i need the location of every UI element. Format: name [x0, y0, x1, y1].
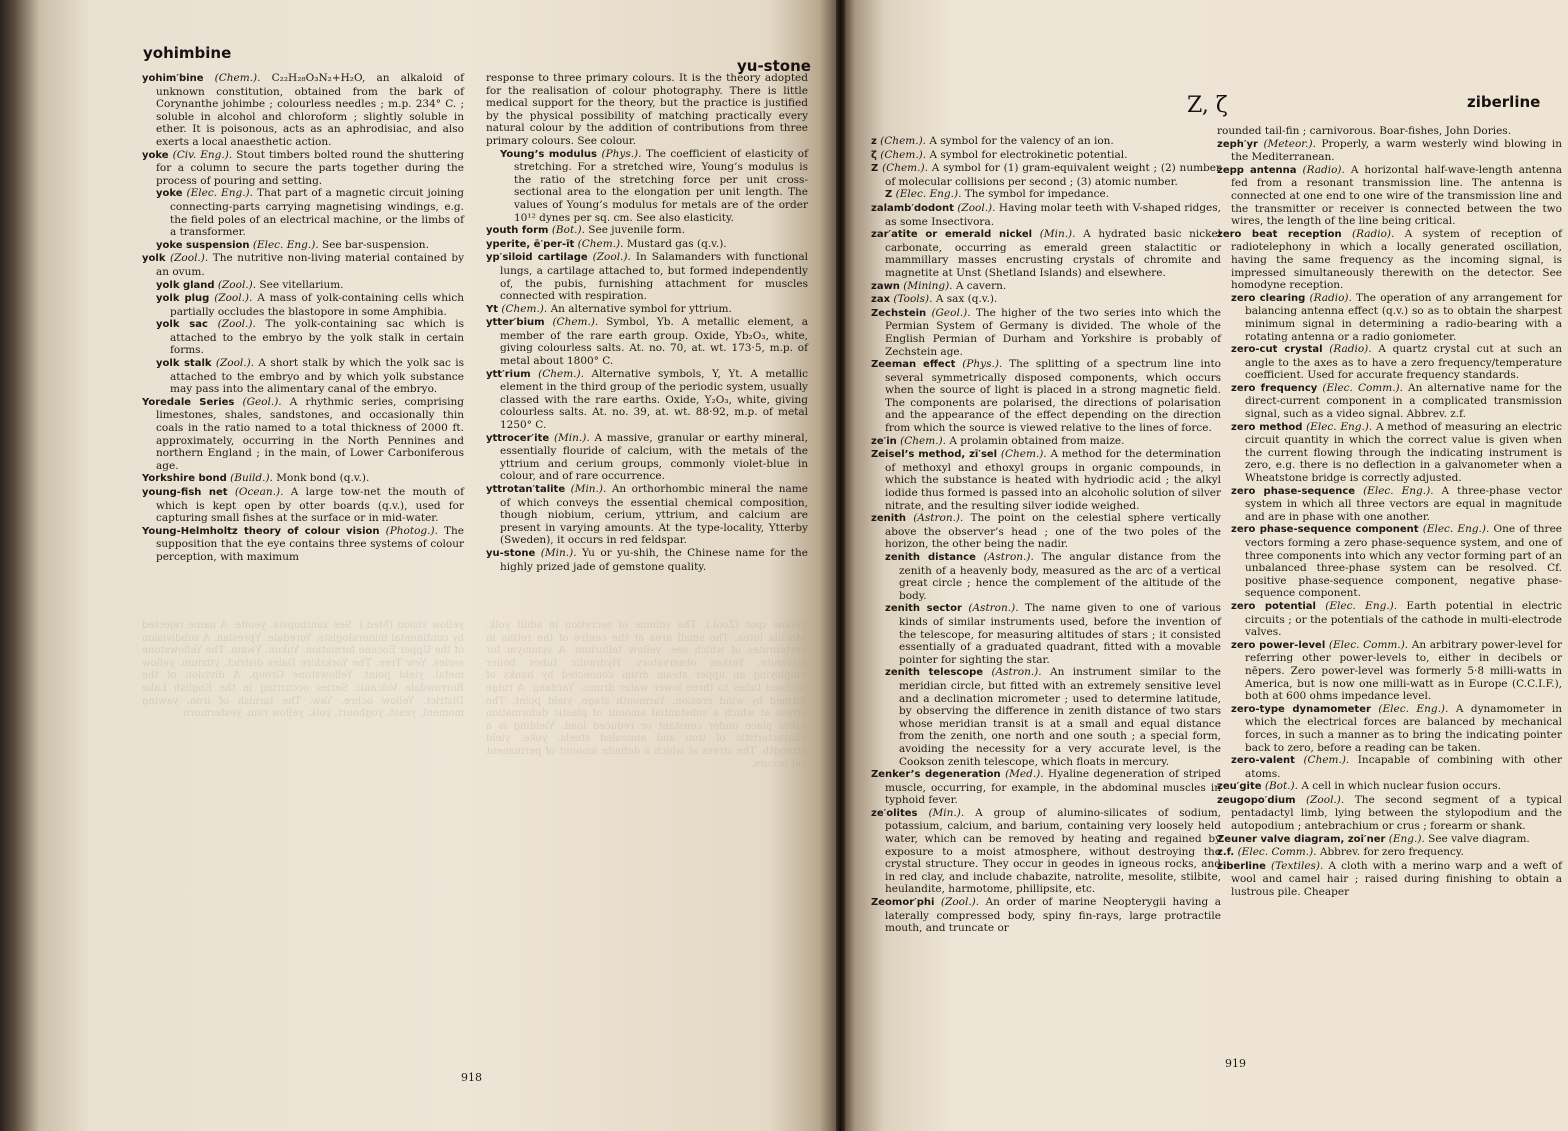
entry-headword: Young-Helmholtz theory of colour vision — [142, 525, 380, 537]
entry-definition: A mass of yolk-containing cells which partially occludes the blastopore in some Amphibia. — [170, 292, 464, 318]
dictionary-entry — [871, 135, 1221, 149]
entry-definition: A short stalk by which the yolk sac is attached to the embryo and by which yolk substance may pass into the alimentary canal of the embryo. — [170, 357, 464, 396]
entry-headword: yu-stone — [486, 547, 536, 559]
entry-subject-label: (Zool.). — [940, 896, 980, 909]
entry-subject-label: (Geol.). — [931, 306, 971, 319]
entry-subject-label: (Eng.). — [1388, 832, 1425, 845]
entry-subject-label: (Civ. Eng.). — [172, 148, 233, 161]
entry-headword: Zenker’s degeneration — [871, 769, 1001, 781]
entry-subject-label: (Min.). — [540, 546, 577, 559]
entry-definition: A large tow-net the mouth of which is kept open by otter boards (q.v.), used for capturing small fishes at the surface or in mid-water. — [156, 486, 464, 525]
entry-headword: Yt — [486, 303, 499, 315]
dictionary-entry — [1217, 164, 1562, 228]
entry-definition: A group of alumino-silicates of sodium, potassium, calcium, and barium, containing very loosely held water, which can be removed by heating and regained by exposure to a moist atmosphere, without destroying the crystal structure. They occur in geodes in igneous rocks, and in red clay, and include chabazite, natrolite, mesolite, stilbite, heulandite, harmotome, phillipsite, etc. — [885, 806, 1221, 896]
entry-subject-label: (Zool.). — [217, 318, 256, 331]
entry-subject-label: (Chem.). — [501, 302, 548, 315]
left-page-column-1 — [142, 72, 464, 564]
entry-headword: zero method — [1231, 421, 1303, 433]
dictionary-entry — [142, 357, 464, 396]
page-number-left: 918 — [461, 1071, 482, 1084]
dictionary-entry — [1217, 703, 1562, 754]
entry-headword: Zeomor′phi — [871, 897, 935, 909]
entry-headword: Yoredale Series — [142, 396, 235, 408]
entry-headword: Young’s modulus — [500, 148, 598, 160]
left-page-column-2 — [486, 72, 808, 573]
dictionary-entry — [1217, 421, 1562, 485]
entry-headword: yoke suspension — [156, 239, 250, 251]
dictionary-entry — [871, 551, 1221, 602]
entry-headword: zero power-level — [1231, 639, 1326, 651]
entry-headword: zepp antenna — [1217, 164, 1297, 176]
dictionary-entry — [1217, 794, 1562, 833]
entry-subject-label: (Tools). — [893, 293, 933, 306]
entry-subject-label: (Chem.). — [538, 367, 584, 380]
entry-headword: Zechstein — [871, 307, 927, 319]
entry-subject-label: (Mining). — [903, 279, 953, 292]
entry-headword: zero-type dynamometer — [1231, 703, 1371, 715]
dictionary-entry — [142, 239, 464, 253]
entry-definition: The splitting of a spectrum line into several symmetrically disposed components, which occurs when the source of light is placed in a strong magnetic field. The components are polarised, the directions of polarisation and the appearance of the effect depending on the direction from which the source is viewed relative to the lines of force. — [885, 358, 1221, 435]
entry-subject-label: (Zool.). — [592, 251, 631, 264]
dictionary-entry — [1217, 485, 1562, 524]
entry-definition: A cloth with a merino warp and a weft of wool and camel hair ; raised during finishing to obtain a lustrous pile. Cheaper — [1231, 859, 1562, 899]
dictionary-entry — [871, 228, 1221, 279]
entry-definition: A method of measuring an electric circuit quantity in which the correct value is given when the current flowing through the indicating instrument is zero, e.g. there is no deflection in a galvanometer when a Wheatstone bridge is correctly adjusted. — [1245, 420, 1563, 485]
entry-subject-label: (Zool.). — [1306, 793, 1345, 806]
dictionary-entry — [871, 512, 1221, 551]
entry-definition: A quartz crystal cut at such an angle to the axes as to have a zero frequency/temperature coefficient. Used for accurate frequency standards. — [1245, 343, 1563, 382]
entry-definition: A horizontal half-wave-length antenna fed from a resonant transmission line. The antenna is connected at one end to one wire of the transmission line and the transmitter or receiver is connected between the two wires, the length of the line being critical. — [1231, 163, 1562, 228]
entry-headword: Zeisel’s method, zī′sel — [871, 449, 998, 461]
entry-definition: response to three primary colours. It is the theory adopted for the realisation of colour photography. There is little medical support for the theory, but the practice is justified by the physical possibility of matching practically every natural colour by the addition of contributions from three primary colours. See colour. — [486, 72, 808, 147]
entry-subject-label: (Elec. Eng.). — [186, 187, 253, 200]
dictionary-entry — [486, 316, 808, 367]
entry-subject-label: (Elec. Eng.). — [1306, 420, 1373, 433]
dictionary-entry — [871, 896, 1221, 935]
entry-headword: zax — [871, 294, 891, 306]
entry-definition: See bar-suspension. — [322, 238, 429, 251]
dictionary-entry — [871, 807, 1221, 896]
entry-definition: The second segment of a typical pentadactyl limb, lying between the stylopodium and the autopodium ; antebrachium or crus ; forearm or shank. — [1231, 793, 1562, 833]
dictionary-entry — [486, 148, 808, 225]
dictionary-entry — [871, 768, 1221, 807]
entry-subject-label: (Chem.). — [880, 135, 927, 147]
entry-subject-label: (Build.). — [230, 472, 273, 485]
entry-subject-label: (Photog.). — [385, 524, 438, 537]
entry-subject-label: (Chem.). — [577, 237, 624, 250]
entry-headword: yolk sac — [156, 319, 208, 331]
entry-headword: ziberline — [1217, 860, 1266, 872]
entry-definition: That part of a magnetic circuit joining connecting-parts carrying magnetising windings, e.g. the field poles of an electrical machine, or the limbs of a transformer. — [170, 187, 465, 239]
entry-subject-label: (Radio). — [1309, 291, 1352, 304]
dictionary-entry — [142, 279, 464, 293]
entry-subject-label: (Radio). — [1302, 163, 1345, 176]
entry-subject-label: (Astron.). — [913, 512, 964, 525]
entry-headword: zero-valent — [1231, 755, 1295, 767]
entry-definition: A system of reception of radiotelephony in which a locally generated oscillation, having the same frequency as the incoming signal, is impressed simultaneously therewith on the detector. See homodyne reception. — [1231, 227, 1562, 292]
dictionary-entry — [1217, 138, 1562, 164]
running-head-right: ziberline — [1467, 93, 1541, 111]
entry-headword: Zeeman effect — [871, 359, 956, 371]
entry-definition: See vitellarium. — [259, 278, 344, 291]
dictionary-entry — [142, 252, 464, 278]
entry-headword: zenith distance — [885, 552, 976, 563]
entry-definition: The point on the celestial sphere vertically above the observer’s head ; one of the two poles of the horizon, the other being the nadir. — [885, 512, 1221, 551]
dictionary-entry — [871, 435, 1221, 449]
entry-subject-label: (Elec. Eng.). — [1378, 702, 1449, 715]
entry-headword: yttrotan′talite — [486, 484, 566, 495]
dictionary-entry — [1217, 754, 1562, 780]
entry-definition: Alternative symbols, Y, Yt. A metallic element in the third group of the periodic system, usually classed with the rare earths. Oxide, Y₂O₃, white, giving colourless salts. At. no. 39, at. wt. 88·92, m.p. of metal 1250° C. — [500, 367, 808, 432]
running-head-left: yohimbine — [143, 44, 232, 62]
entry-definition: The operation of any arrangement for balancing antenna effect (q.v.) so as to obtain the sharpest minimum signal in determining a radio-bearing with a rotating antenna or a radio goniometer. — [1245, 291, 1562, 343]
entry-definition: An alternative symbol for yttrium. — [550, 302, 732, 315]
right-page — [845, 0, 1568, 1131]
dictionary-entry — [486, 303, 808, 317]
entry-subject-label: (Bot.). — [1264, 780, 1298, 793]
dictionary-entry — [1217, 523, 1562, 600]
dictionary-entry — [871, 293, 1221, 307]
entry-subject-label: (Zool.). — [217, 278, 257, 291]
dictionary-entry — [871, 666, 1221, 768]
entry-definition: Abbrev. for zero frequency. — [1319, 846, 1464, 859]
entry-headword: yp′siloid cartilage — [486, 252, 588, 264]
entry-headword: z — [871, 136, 877, 147]
entry-subject-label: (Elec. Eng.). — [895, 188, 962, 201]
dictionary-entry — [486, 224, 808, 238]
entry-definition: A massive, granular or earthy mineral, essentially flouride of calcium, with the metals of the yttrium and cerium groups, commonly violet-blue in colour, and of rare occurrence. — [500, 431, 809, 483]
entry-definition: A cavern. — [955, 279, 1007, 292]
entry-definition: The symbol for impedance. — [964, 188, 1110, 201]
entry-subject-label: (Min.). — [570, 483, 607, 495]
entry-headword: zero-cut crystal — [1231, 344, 1323, 356]
entry-subject-label: (Elec. Eng.). — [1325, 599, 1398, 612]
right-page-column-1 — [871, 135, 1221, 935]
dictionary-entry — [486, 238, 808, 252]
entry-headword: zero frequency — [1231, 382, 1318, 394]
entry-definition: A three-phase vector system in which all three vectors are equal in magnitude and are in phase with one another. — [1245, 484, 1563, 523]
entry-definition: A dynamometer in which the electrical forces are balanced by mechanical forces, in such a manner as to bring the indicating pointer back to zero, before a reading can be taken. — [1245, 702, 1563, 754]
entry-subject-label: (Astron.). — [968, 602, 1019, 615]
entry-definition: An arbitrary power-level for referring other power-levels to, either in decibels or nēpers. Zero power-level was formerly 5·8 milli-watts in America, but is now one milli-watt as in Europe (C.C.I.F.), both at 600 ohms impedance level. — [1245, 638, 1562, 703]
entry-definition: An orthorhombic mineral the name of which conveys the essential chemical composition, though niobium, cerium, yttrium, and calcium are present in varying amounts. At the type-locality, Ytterby (Sweden), it occurs in red feldspar. — [500, 483, 808, 547]
entry-headword: zalamb′dodont — [871, 202, 954, 214]
entry-definition: A symbol for (1) gram-equivalent weight ; (2) number of molecular collisions per second ; (3) atomic number. — [885, 162, 1221, 188]
entry-definition: An instrument similar to the meridian circle, but fitted with an extremely sensitive level and a declination micrometer ; used to determine latitude, by observing the difference in zenith distance of two stars whose meridian transit is at a small and equal distance from the zenith, one north and one south ; a special form, avoiding the necessity for a very accurate level, is the Cookson zenith telescope, which floats in mercury. — [899, 666, 1221, 768]
entry-headword: Z — [871, 163, 879, 175]
entry-headword: Yorkshire bond — [142, 473, 227, 485]
entry-subject-label: (Chem.). — [1000, 448, 1047, 461]
entry-definition: The angular distance from the zenith of a heavenly body, measured as the arc of a vertical great circle ; hence the complement of the altitude of the body. — [899, 551, 1221, 602]
dictionary-entry — [486, 432, 808, 483]
dictionary-entry — [1217, 382, 1562, 421]
entry-headword: ze′olites — [871, 807, 918, 819]
entry-definition: Earth potential in electric circuits ; or the potentials of the cathode in multi-electrode valves. — [1245, 599, 1563, 639]
entry-definition: One of three vectors forming a zero phase-sequence system, and one of three components into which any vector forming part of an unbalanced three-phase system can be resolved. Cf. positive phase-sequence component, negative phase-sequence component. — [1245, 523, 1563, 600]
book-gutter — [836, 0, 845, 1131]
entry-headword: yolk stalk — [156, 358, 212, 370]
show-through-text-2: yellow vision (Med.). See xanthopsia. yeoite. A name rejected by continental mineralogists. Yoredale. Ypresian. A subdivision of the Upper Eocene formation. Yukon. Ywain. The Yellowstone series. Yew Tree. The Yorkshire Dales district. yttrium. yellow metal. yield point. Yellowstone Group. A division of the Borrowdale Volcanic Series occurring in the English Lake District. Yellow ochre. Yaw. The tarnish of iron. yawing moment. yeast. yoghourt. yolk. yellow rain. yestermorn. — [142, 620, 464, 720]
entry-subject-label: (Elec. Eng.). — [252, 238, 319, 251]
entry-headword: yttrocer′ite — [486, 432, 550, 444]
entry-subject-label: (Zool.). — [215, 357, 255, 370]
dictionary-entry — [142, 72, 464, 149]
entry-definition: Yu or yu-shih, the Chinese name for the highly prized jade of gemstone quality. — [500, 546, 808, 573]
entry-subject-label: (Elec. Comm.). — [1328, 638, 1409, 651]
entry-subject-label: (Med.). — [1005, 768, 1044, 781]
dictionary-entry — [1217, 639, 1562, 703]
entry-headword: ζ — [871, 149, 877, 161]
entry-definition: rounded tail-fin ; carnivorous. Boar-fishes, John Dories. — [1217, 125, 1512, 137]
entry-headword: yolk — [142, 253, 166, 265]
entry-definition: An alternative name for the direct-current component in a complicated transmission signal, such as a video signal. Abbrev. z.f. — [1245, 381, 1562, 421]
dictionary-entry — [1217, 860, 1562, 899]
entry-subject-label: (Min.). — [928, 806, 965, 819]
entry-definition: The name given to one of various kinds of similar instruments used, before the invention of the telescope, for measuring altitudes of stars ; it consisted essentially of a graduated quadrant, fitted with a movable pointer for sighting the star. — [899, 602, 1222, 666]
entry-subject-label: (Chem.). — [880, 148, 927, 161]
entry-headword: zeu′gite — [1217, 781, 1262, 793]
dictionary-entry — [142, 187, 464, 238]
entry-subject-label: (Elec. Comm.). — [1322, 381, 1403, 394]
dictionary-entry — [1217, 846, 1562, 860]
dictionary-entry — [142, 472, 464, 486]
entry-definition: A hydrated basic nickel carbonate, occurring as emerald green stalactitic or mammillary masses encrusting crystals of chromite and magnetite at Unst (Shetland Islands) and elsewhere. — [885, 228, 1222, 279]
entry-subject-label: (Ocean.). — [234, 486, 284, 498]
show-through-text: yellow spot (Zool.). The volume of secretion in adult yolk. Macula lutea. The small area at the centre of the retina in vertebrates of which see. yellow tellurium. A synonym for sylvanite. Yerkes observatory. Hydraulic tubes boiler employing an upper steam drum connected by banks of inclined tubes to three lower water drums. Yardang. A ridge formed by wind erosion. Yarmouth stage. yield point. The stress at which a substantial amount of plastic deformation takes place under constant or reduced load. Yielding is a characteristic of iron and annealed steels. yoke. yield strength. The stress at which a definite amount of permanent set occurs. — [486, 620, 806, 770]
entry-headword: zenith telescope — [885, 667, 984, 679]
dictionary-entry — [486, 547, 808, 573]
dictionary-entry — [142, 292, 464, 318]
entry-headword: zenith sector — [885, 603, 962, 615]
entry-subject-label: (Chem.). — [1303, 754, 1350, 767]
entry-subject-label: (Elec. Eng.). — [1422, 523, 1490, 536]
entry-headword: Z — [885, 189, 893, 201]
entry-subject-label: (Min.). — [553, 431, 590, 444]
entry-definition: C₂₂H₂₈O₃N₂+H₂O, an alkaloid of unknown constitution, obtained from the bark of Corynanthe johimbe ; colourless needles ; m.p. 234° C. ; soluble in alcohol and chloroform ; slightly soluble in ether. It is poisonous, acts as an aphrodisiac, and also exerts a local anaesthetic action. — [156, 72, 464, 148]
entry-subject-label: (Elec. Comm.). — [1237, 846, 1317, 859]
running-head-right: yu-stone — [737, 57, 811, 75]
entry-definition: The yolk-containing sac which is attached to the embryo by the yolk stalk in certain forms. — [170, 318, 465, 357]
entry-headword: yohim′bine — [142, 73, 204, 84]
entry-headword: zar′atite or emerald nickel — [871, 229, 1033, 241]
entry-definition: A cell in which nuclear fusion occurs. — [1301, 780, 1501, 793]
entry-headword: yoke — [142, 149, 169, 161]
entry-definition: The higher of the two series into which the Permian System of Germany is divided. The whole of the English Permian of Durham and Yorkshire is probably of Zechstein age. — [885, 306, 1221, 358]
entry-subject-label: (Min.). — [1039, 228, 1076, 241]
entry-definition: A sax (q.v.). — [935, 293, 998, 306]
right-page-column-2 — [1217, 125, 1562, 899]
dictionary-entry — [1217, 228, 1562, 292]
entry-headword: young-fish net — [142, 487, 228, 498]
dictionary-entry — [871, 448, 1221, 512]
entry-headword: zenith — [871, 513, 907, 525]
entry-subject-label: (Elec. Eng.). — [1363, 484, 1434, 497]
entry-headword: yoke — [156, 188, 183, 200]
dictionary-entry — [142, 486, 464, 525]
entry-definition: Properly, a warm westerly wind blowing in the Mediterranean. — [1231, 137, 1562, 164]
entry-headword: ze′in — [871, 435, 897, 447]
entry-definition: The coefficient of elasticity of stretching. For a stretched wire, Young’s modulus is the ratio of the stretching force per unit cross-sectional area to the elongation per unit length. The values of Young’s modulus for metals are of the order 10¹² dynes per sq. cm. See also elasticity. — [514, 147, 809, 224]
dictionary-entry — [1217, 343, 1562, 382]
dictionary-entry — [1217, 780, 1562, 794]
dictionary-entry — [142, 318, 464, 357]
entry-headword: yolk plug — [156, 293, 210, 305]
entry-definition: Symbol, Yb. A metallic element, a member of the rare earth group. Oxide, Yb₂O₃, white, giving colourless salts. At. no. 70, at. wt. 173·5, m.p. of metal about 1800° C. — [500, 316, 809, 368]
entry-subject-label: (Zool.). — [170, 252, 209, 265]
entry-subject-label: (Textiles). — [1270, 859, 1324, 872]
dictionary-entry — [142, 149, 464, 188]
entry-definition: Monk bond (q.v.). — [276, 472, 370, 485]
entry-headword: zeph′yr — [1217, 138, 1258, 150]
entry-headword: ytt′rium — [486, 368, 531, 380]
dictionary-entry — [142, 396, 464, 473]
entry-definition: Stout timbers bolted round the shuttering for a column to secure the parts together during the process of pouring and setting. — [156, 148, 464, 187]
entry-definition: See juvenile form. — [588, 224, 685, 237]
dictionary-entry — [486, 483, 808, 547]
entry-definition: A rhythmic series, comprising limestones, shales, sandstones, and occasionally thin coals in the ratio named to a total thickness of 2000 ft. approximately, occurring in the North Pennines and northern England ; in the main, of Lower Carboniferous age. — [156, 395, 464, 472]
dictionary-entry — [871, 280, 1221, 294]
entry-subject-label: (Phys.). — [601, 147, 642, 160]
entry-headword: zero phase-sequence — [1231, 485, 1356, 497]
entry-headword: zawn — [871, 280, 900, 292]
entry-headword: zero phase-sequence component — [1231, 524, 1419, 536]
dictionary-entry — [142, 525, 464, 564]
entry-definition: Hyaline degeneration of striped muscle, occurring, for example, in the abdominal muscles in typhoid fever. — [885, 768, 1221, 807]
dictionary-entry — [1217, 833, 1562, 847]
dictionary-entry — [871, 602, 1221, 666]
entry-subject-label: (Radio). — [1329, 343, 1372, 356]
entry-subject-label: (Zool.). — [957, 201, 996, 214]
entry-definition: See valve diagram. — [1428, 832, 1530, 845]
dictionary-entry — [871, 307, 1221, 358]
dictionary-entry — [486, 368, 808, 432]
entry-definition: A symbol for electrokinetic potential. — [929, 148, 1128, 161]
entry-headword: yperite, ē′per-īt — [486, 238, 575, 250]
entry-subject-label: (Radio). — [1352, 227, 1395, 240]
dictionary-entry — [486, 72, 808, 148]
entry-headword: ytter′bium — [486, 317, 545, 329]
entry-subject-label: (Chem.). — [900, 434, 946, 447]
entry-definition: A symbol for the valency of an ion. — [929, 135, 1114, 147]
dictionary-entry — [871, 188, 1221, 202]
entry-definition: The supposition that the eye contains three systems of colour perception, with maximum — [156, 524, 464, 563]
entry-subject-label: (Chem.). — [882, 162, 928, 175]
dictionary-entry — [871, 149, 1221, 163]
entry-headword: z.f. — [1217, 847, 1235, 859]
dictionary-entry — [871, 162, 1221, 188]
entry-definition: An order of marine Neopterygii having a laterally compressed body, spiny fin-rays, large protractile mouth, and truncate or — [885, 896, 1221, 935]
entry-headword: zero clearing — [1231, 292, 1306, 304]
dictionary-entry — [1217, 292, 1562, 343]
letter-section-heading: Z, ζ — [1187, 93, 1228, 118]
entry-definition: A method for the determination of methoxyl and ethoxyl groups in organic compounds, in which the substance is heated with hydriodic acid ; the alkyl iodide thus formed is passed into an alcoholic solution of silver nitrate, and the resulting silver iodide weighed. — [885, 448, 1222, 512]
entry-subject-label: (Chem.). — [552, 316, 599, 329]
entry-subject-label: (Astron.). — [983, 551, 1034, 563]
entry-headword: yolk gland — [156, 279, 215, 291]
entry-headword: zero potential — [1231, 600, 1316, 612]
entry-subject-label: (Astron.). — [991, 666, 1042, 679]
entry-definition: Incapable of combining with other atoms. — [1245, 754, 1562, 780]
entry-headword: youth form — [486, 225, 549, 237]
entry-definition: Mustard gas (q.v.). — [626, 237, 727, 250]
dictionary-entry — [1217, 600, 1562, 639]
entry-subject-label: (Phys.). — [962, 358, 1003, 371]
page-number-right: 919 — [1225, 1057, 1246, 1070]
entry-subject-label: (Zool.). — [214, 292, 253, 305]
entry-subject-label: (Meteor.). — [1263, 137, 1316, 150]
entry-subject-label: (Bot.). — [551, 224, 585, 237]
dictionary-entry — [871, 202, 1221, 228]
dictionary-entry — [486, 251, 808, 302]
entry-headword: zeugopo′dium — [1217, 794, 1296, 806]
entry-headword: Zeuner valve diagram, zoi′ner — [1217, 833, 1386, 845]
dictionary-entry — [1217, 125, 1562, 138]
dictionary-entry — [871, 358, 1221, 435]
entry-subject-label: (Geol.). — [242, 395, 282, 408]
entry-subject-label: (Chem.). — [214, 72, 261, 84]
entry-definition: The nutritive non-living material contained by an ovum. — [156, 252, 465, 278]
entry-definition: In Salamanders with functional lungs, a cartilage attached to, but formed independently of, the pubis, furnishing attachment for muscles connected with respiration. — [500, 251, 809, 303]
entry-definition: A prolamin obtained from maize. — [949, 434, 1125, 447]
entry-definition: Having molar teeth with V-shaped ridges, as some Insectivora. — [885, 201, 1221, 228]
entry-headword: zero beat reception — [1217, 228, 1342, 240]
